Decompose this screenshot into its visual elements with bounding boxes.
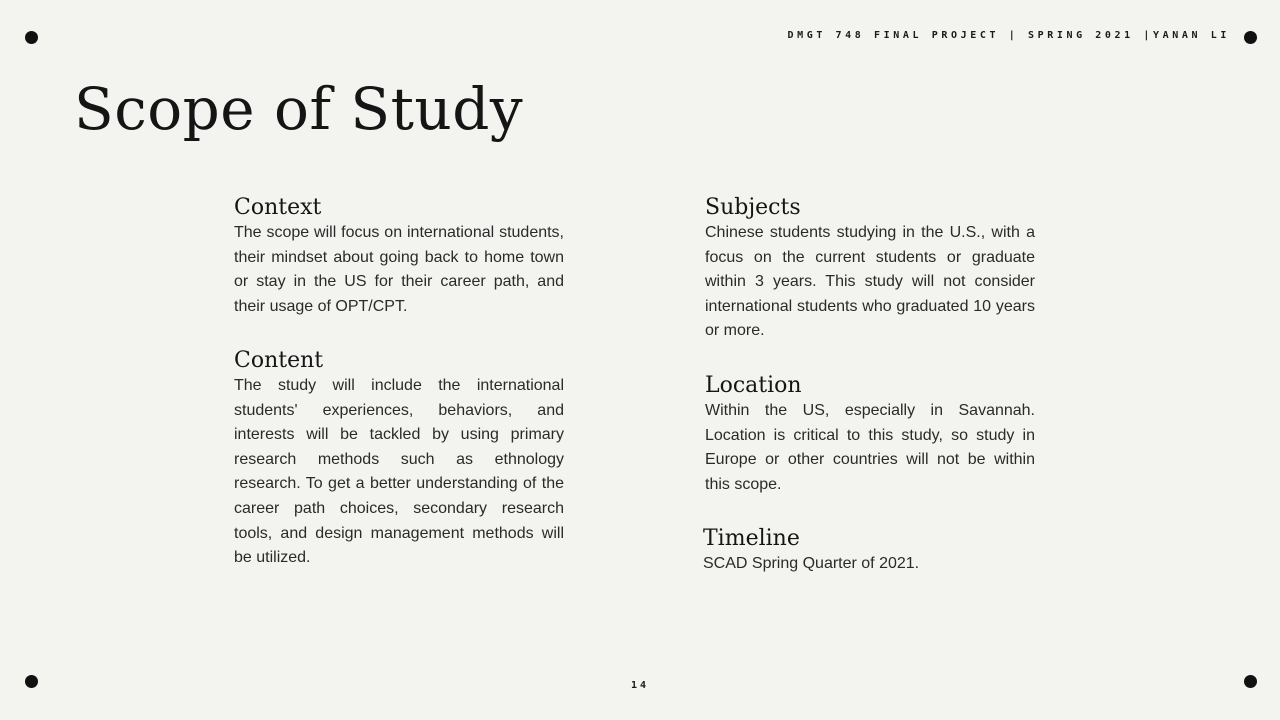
section-body-content: The study will include the international students' experiences, behaviors, and interests will be tackled by using primary research methods such as ethnology research. To get a better understanding of the career path choices, secondary research tools, and design management methods will be utilized. bbox=[234, 377, 564, 567]
corner-dot-top-left bbox=[25, 31, 38, 44]
section-timeline bbox=[703, 526, 1043, 577]
corner-dot-bottom-right bbox=[1244, 675, 1257, 688]
section-content bbox=[234, 348, 564, 571]
section-heading-context: Context bbox=[234, 195, 322, 220]
section-heading-subjects: Subjects bbox=[705, 195, 801, 220]
section-body-context: The scope will focus on international students, their mindset about going back to home town or stay in the US for their career path, and their usage of OPT/CPT. bbox=[234, 224, 564, 315]
section-heading-content: Content bbox=[234, 348, 324, 373]
section-subjects bbox=[705, 195, 1035, 344]
section-heading-location: Location bbox=[705, 373, 802, 398]
section-location bbox=[705, 373, 1035, 497]
header-course-info: DMGT 748 FINAL PROJECT | SPRING 2021 |YANAN LI bbox=[787, 30, 1230, 41]
corner-dot-top-right bbox=[1244, 31, 1257, 44]
section-body-subjects: Chinese students studying in the U.S., with a focus on the current students or graduate within 3 years. This study will not consider international students who graduated 10 years or more. bbox=[705, 224, 1035, 340]
corner-dot-bottom-left bbox=[25, 675, 38, 688]
section-body-location: Within the US, especially in Savannah. Location is critical to this study, so study in Europe or other countries will not be within this scope. bbox=[705, 402, 1035, 493]
section-context bbox=[234, 195, 564, 319]
section-heading-timeline: Timeline bbox=[703, 526, 800, 551]
page-number: 14 bbox=[630, 680, 650, 691]
section-body-timeline: SCAD Spring Quarter of 2021. bbox=[703, 555, 920, 572]
page-title: Scope of Study bbox=[74, 75, 524, 143]
